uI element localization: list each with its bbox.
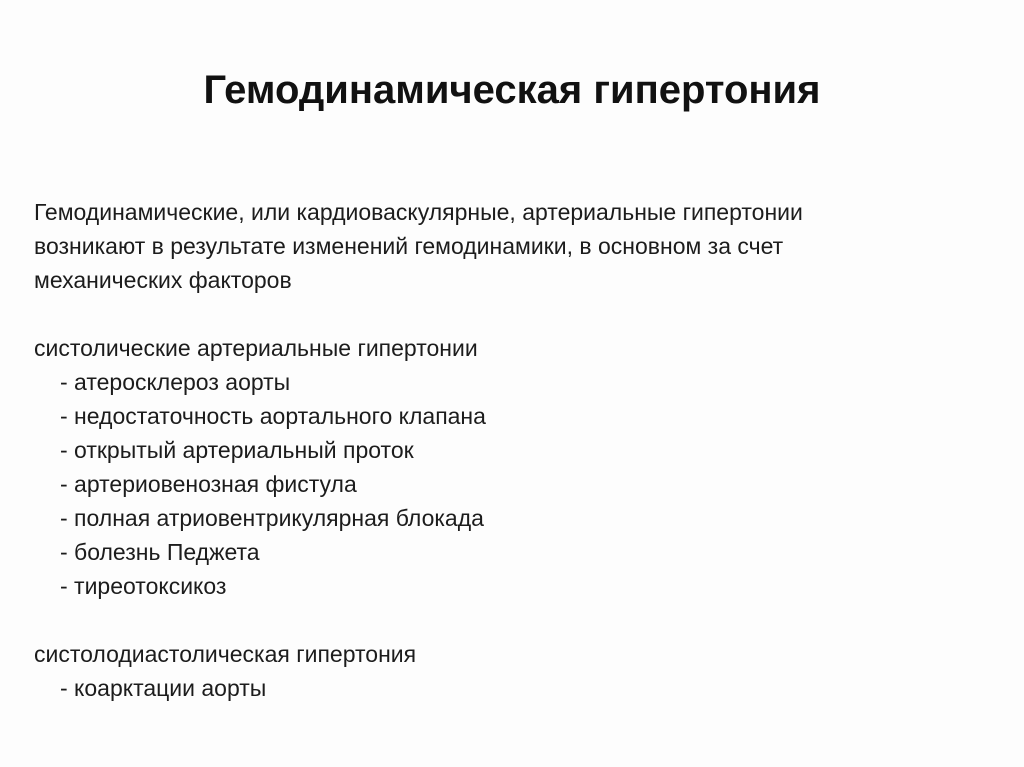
intro-paragraph: [34, 195, 994, 297]
intro-line: механических факторов: [34, 267, 292, 293]
list-item: - болезнь Педжета: [60, 539, 260, 565]
slide-content: [34, 195, 994, 739]
intro-line: Гемодинамические, или кардиоваскулярные, артериальные гипертонии: [34, 199, 803, 225]
list-item: - полная атриовентрикулярная блокада: [60, 505, 484, 531]
list-item: - атеросклероз аорты: [60, 369, 291, 395]
group-systolodiastolic: [34, 637, 994, 705]
list-item: - коарктации аорты: [60, 675, 267, 701]
group-list: [34, 365, 994, 603]
group-systolic: [34, 331, 994, 603]
list-item: - недостаточность аортального клапана: [60, 403, 486, 429]
group-heading: систолические артериальные гипертонии: [34, 335, 478, 361]
list-item: - артериовенозная фистула: [60, 471, 357, 497]
list-item: - открытый артериальный проток: [60, 437, 414, 463]
intro-line: возникают в результате изменений гемодинамики, в основном за счет: [34, 233, 784, 259]
group-list: [34, 671, 994, 705]
group-heading: систолодиастолическая гипертония: [34, 641, 417, 667]
slide-title: Гемодинамическая гипертония: [203, 68, 821, 112]
list-item: - тиреотоксикоз: [60, 573, 227, 599]
